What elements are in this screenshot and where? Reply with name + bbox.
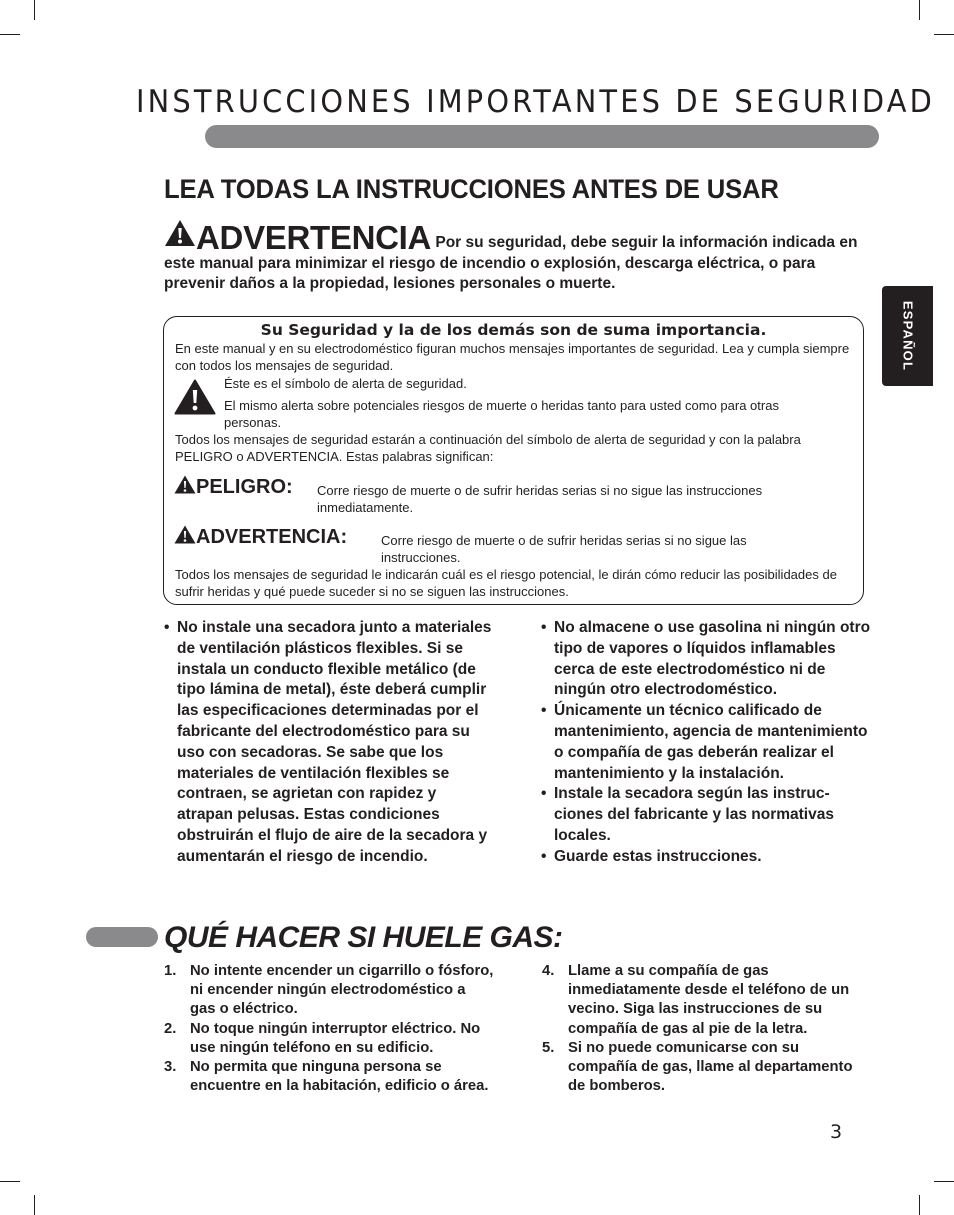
list-item [542, 1039, 872, 1097]
crop-mark [0, 34, 20, 35]
alert-meaning-text: El mismo alerta sobre potenciales riesgos de muerte o heridas tanto para usted como para otras personas. [224, 398, 779, 430]
alert-triangle-icon [174, 475, 196, 494]
warning-signal [174, 525, 347, 549]
gas-section-heading: QUÉ HACER SI HUELE GAS: [164, 921, 563, 954]
crop-mark [934, 34, 954, 35]
crop-mark [934, 1181, 954, 1182]
alert-triangle-icon [174, 379, 216, 415]
warning-signal-word: ADVERTENCIA: [196, 526, 348, 548]
list-item: • Guarde estas instrucciones. [541, 847, 871, 868]
list-item [164, 962, 494, 1020]
safety-paragraph-1: En este manual y en su electrodoméstico figuran muchos mensajes importantes de seguridad. Lea y cumpla siempre con todos los mensajes de seguridad. [175, 341, 850, 373]
language-tab [882, 286, 933, 386]
safety-bullets-left [164, 618, 494, 868]
danger-signal [174, 475, 293, 499]
safety-box-title: Su Seguridad y la de los demás son de suma importancia. [260, 321, 767, 339]
crop-mark [0, 1181, 20, 1182]
list-item: • No instale una secadora junto a materiales de ventilación plásticos flexibles. Si se instala un conducto flexible metálico (de tipo lámina de metal), éste deberá cumplir las especificaciones determinadas por el fabricante del electrodoméstico para su uso con secadoras. Se sabe que los materiales de ventilación flexibles se contraen, se agrietan con rapidez y atrapan pelusas. Estas condiciones obstruirán el flujo de aire de la secadora y aumentarán el riesgo de incendio. [164, 618, 494, 868]
step-text: Llame a su compañía de gas inmediatamente desde el teléfono de un vecino. Siga las instrucciones de su compañía de gas al pie de la letra. [568, 963, 850, 1037]
safety-paragraph-3: Todos los mensajes de seguridad le indicarán cuál es el riesgo potencial, le dirán cómo reducir las posibilidades de sufrir heridas y qué puede suceder si no se siguen las instrucciones. [175, 567, 837, 599]
danger-description: Corre riesgo de muerte o de sufrir heridas serias si no sigue las instrucciones inmediatamente. [317, 483, 763, 515]
danger-word: PELIGRO: [196, 476, 293, 498]
list-item: • Únicamente un técnico calificado de mantenimiento, agencia de mantenimiento o compañía de gas deberán realizar el mantenimiento y la instalación. [541, 701, 871, 784]
step-text: No intente encender un cigarrillo o fósforo, ni encender ningún electrodoméstico a gas o eléctrico. [190, 963, 494, 1018]
warning-lead-text: Por su seguridad, debe seguir la información [435, 234, 768, 251]
step-number: 2. [164, 1020, 177, 1037]
list-item [542, 962, 872, 1039]
safety-bullets-right [541, 618, 871, 868]
warning-rest-text: indicada en este manual para minimizar el riesgo de incendio o explosión, descarga eléctrica, o para prevenir daños a la propiedad, lesiones personales o muerte. [164, 234, 858, 292]
language-tab-label: ESPAÑOL [900, 300, 915, 372]
alert-triangle-icon [164, 219, 196, 247]
crop-mark [34, 1195, 35, 1215]
warning-description: Corre riesgo de muerte o de sufrir heridas serias si no sigue las instrucciones. [381, 533, 747, 565]
alert-symbol-text: Éste es el símbolo de alerta de seguridad. [224, 376, 467, 391]
section-marker-pill [86, 927, 158, 947]
safety-info-box [163, 316, 864, 605]
crop-mark [919, 0, 920, 20]
list-item: • Instale la secadora según las instrucciones del fabricante y las normativas locales. [541, 784, 871, 846]
title-underline-bar [205, 125, 879, 148]
list-item [164, 1058, 494, 1096]
step-text: Si no puede comunicarse con su compañía de gas, llame al departamento de bomberos. [568, 1039, 853, 1095]
step-number: 1. [164, 963, 177, 979]
step-text: No permita que ninguna persona se encuentre en la habitación, edificio o área. [190, 1059, 489, 1095]
alert-triangle-icon [174, 525, 196, 544]
warning-word: ADVERTENCIA [196, 219, 432, 256]
read-all-heading: LEA TODAS LA INSTRUCCIONES ANTES DE USAR [164, 174, 779, 204]
crop-mark [919, 1195, 920, 1215]
list-item: • No almacene o use gasolina ni ningún otro tipo de vapores o líquidos inflamables cerca de este electrodoméstico ni de ningún otro electrodoméstico. [541, 618, 871, 701]
crop-mark [34, 0, 35, 20]
gas-steps-left [164, 962, 494, 1096]
safety-paragraph-2: Todos los mensajes de seguridad estarán a continuación del símbolo de alerta de seguridad y con la palabra PELIGRO o ADVERTENCIA. Estas palabras significan: [175, 432, 801, 464]
page-title: INSTRUCCIONES IMPORTANTES DE SEGURIDAD [136, 84, 936, 120]
page-number: 3 [830, 1121, 843, 1143]
step-number: 3. [164, 1059, 177, 1076]
list-item [164, 1020, 494, 1058]
warning-intro [164, 219, 864, 295]
gas-steps-right [542, 962, 872, 1096]
step-number: 5. [542, 1039, 555, 1056]
step-text: No toque ningún interruptor eléctrico. No use ningún teléfono en su edificio. [190, 1020, 481, 1056]
step-number: 4. [542, 963, 555, 979]
